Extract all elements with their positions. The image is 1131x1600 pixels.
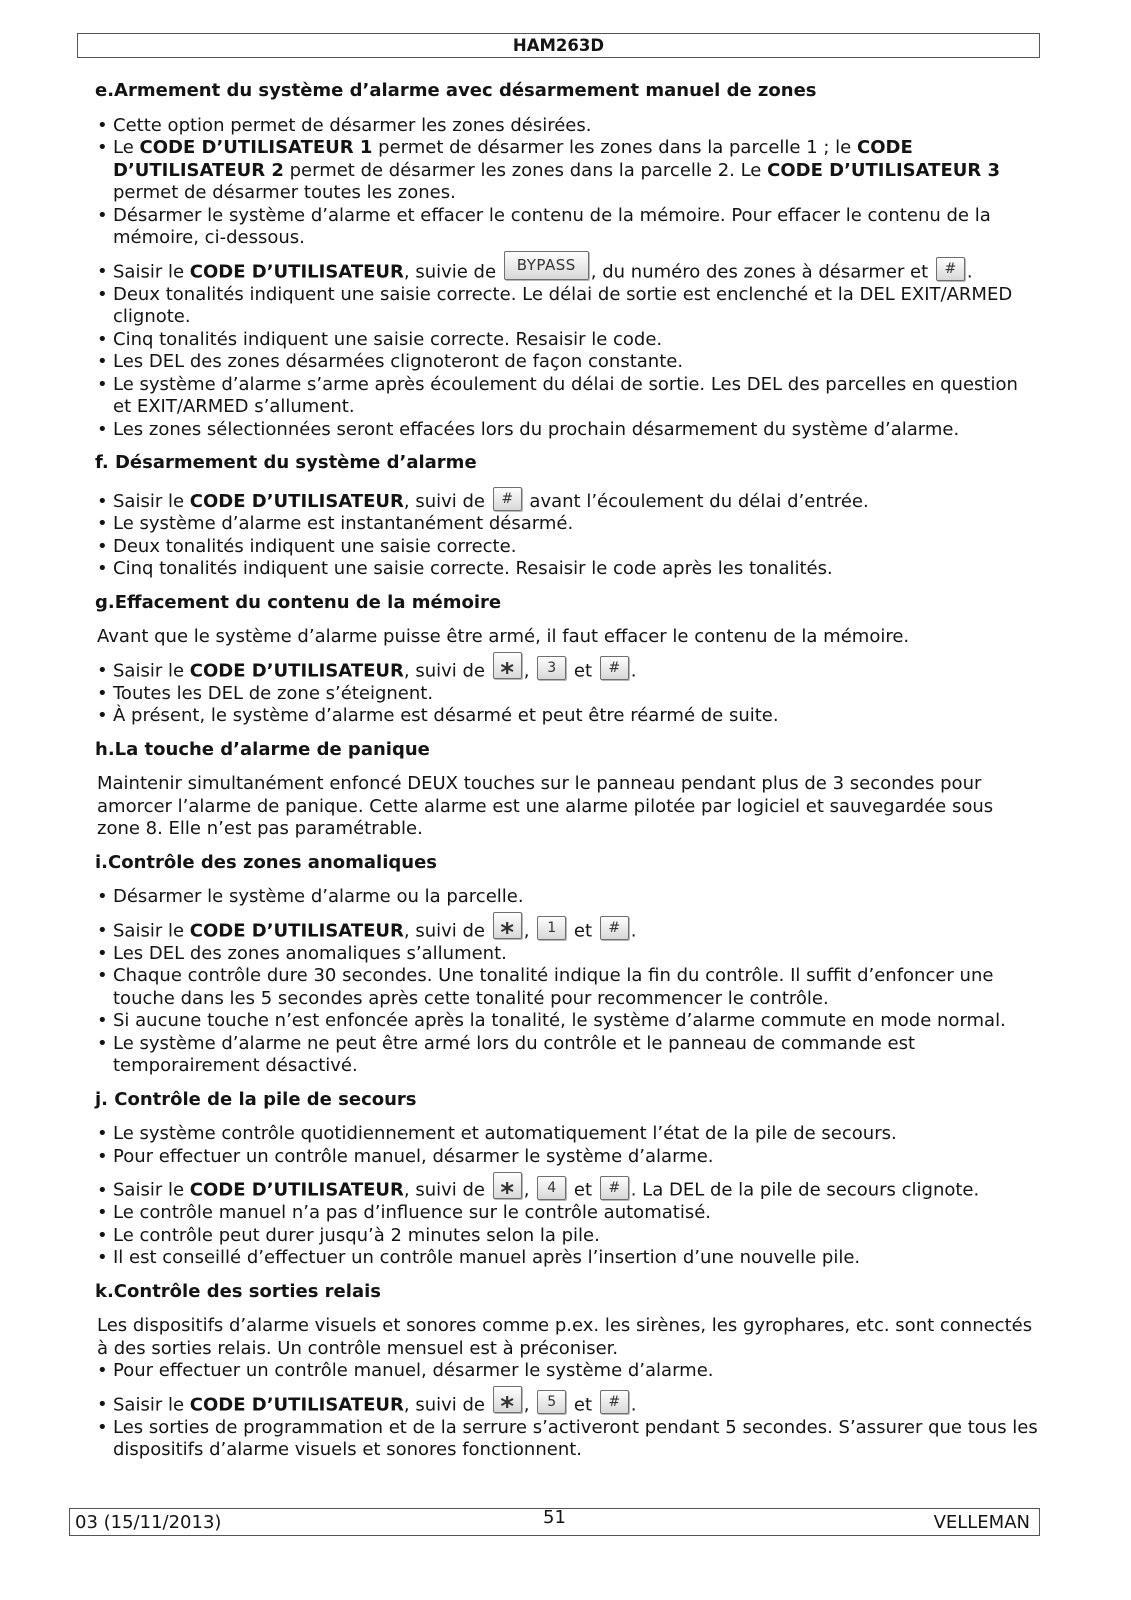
key-label: * (500, 1392, 514, 1414)
bullet-icon (97, 284, 113, 307)
text-run: Désarmer le système d’alarme ou la parcelle. (113, 886, 524, 908)
bullet-item (97, 1225, 1040, 1248)
bullet-item (97, 1123, 1040, 1146)
document-body (95, 80, 1040, 1462)
text-run: Toutes les DEL de zone s’éteignent. (113, 682, 434, 704)
bold-text: CODE D’UTILISATEUR (189, 1179, 404, 1201)
text-run: Chaque contrôle dure 30 secondes. Une tonalité indique la fin du contrôle. Il suffit d’enfoncer une touche dans les 5 secondes après cette tonalité pour recommencer le contrôle. (113, 965, 994, 1009)
text-run: Cette option permet de désarmer les zones désirées. (113, 114, 592, 136)
key-label: # (501, 490, 514, 507)
text-run: Le système d’alarme s’arme après écoulement du délai de sortie. Les DEL des parcelles en question et EXIT/ARMED s’allument. (113, 373, 1018, 418)
text-run: . (630, 660, 637, 682)
bullet-item (97, 1010, 1040, 1033)
bullet-item (97, 965, 1040, 1010)
star-key-icon (493, 912, 522, 939)
text-run: permet de désarmer les zones dans la parcelle 1 ; le (372, 137, 857, 158)
bullet-item (97, 558, 1040, 581)
key-label: # (944, 261, 957, 278)
text-run: et (568, 920, 598, 942)
bullet-item (97, 909, 1040, 943)
bullet-icon (97, 558, 113, 581)
bullet-icon (97, 419, 113, 442)
bullet-icon (97, 920, 113, 943)
text-run: , suivi de (403, 660, 491, 682)
page-header (77, 33, 1040, 58)
bullet-icon (97, 683, 113, 706)
brand-name: VELLEMAN (933, 1512, 1030, 1533)
text-run: Désarmer le système d’alarme et effacer le contenu de la mémoire. Pour effacer le contenu de la mémoire, ci-dessous. (113, 204, 991, 248)
bullet-icon (97, 1010, 113, 1033)
bold-text: CODE D’UTILISATEUR 2 (113, 137, 913, 181)
text-run: Le contrôle peut durer jusqu’à 2 minutes selon la pile. (113, 1224, 600, 1246)
text-run: Cinq tonalités indiquent une saisie correcte. Resaisir le code après les tonalités. (113, 558, 833, 580)
text-run: Il est conseillé d’effectuer un contrôle manuel après l’insertion d’une nouvelle pile. (113, 1247, 861, 1269)
key-label: * (500, 918, 514, 940)
section (95, 452, 1040, 581)
key-label: * (500, 658, 514, 680)
bullet-item (97, 284, 1040, 329)
bullet-item (97, 1360, 1040, 1383)
text-run: Le système contrôle quotidiennement et automatiquement l’état de la pile de secours. (113, 1123, 897, 1145)
key-label: 4 (547, 1179, 557, 1196)
bullet-item (97, 137, 1040, 205)
bullet-item (97, 1383, 1040, 1417)
text-run: . (966, 261, 973, 283)
page-footer (69, 1508, 1040, 1536)
text-run: permet de désarmer les zones dans la parcelle 2. Le (283, 159, 768, 181)
bullet-item (97, 1168, 1040, 1202)
text-run: Les sorties de programmation et de la serrure s’activeront pendant 5 secondes. S’assurer que tous les dispositifs d’alarme visuels et sonores fonctionnent. (113, 1416, 1038, 1461)
bullet-icon (97, 660, 113, 683)
bold-text: CODE D’UTILISATEUR (189, 261, 404, 283)
text-run: , suivie de (403, 261, 502, 283)
text-run: , (523, 660, 536, 682)
bullet-icon (97, 1247, 113, 1270)
bullet-item (97, 1146, 1040, 1169)
bullet-icon (97, 705, 113, 728)
bullet-icon (97, 1123, 113, 1146)
section-heading: h.La touche d’alarme de panique (95, 738, 430, 760)
text-run: Le système d’alarme est instantanément désarmé. (113, 513, 574, 535)
text-run: , du numéro des zones à désarmer et (590, 261, 934, 283)
text-run: Saisir le (113, 660, 190, 682)
text-run: Deux tonalités indiquent une saisie correcte. Le délai de sortie est enclenché et la DEL EXIT/ARMED clignote. (113, 283, 1013, 328)
hash-key-icon (600, 1176, 629, 1200)
key-label: 1 (547, 920, 557, 937)
bullet-item (97, 683, 1040, 706)
model-title: HAM263D (512, 36, 605, 55)
text-run: Pour effectuer un contrôle manuel, désarmer le système d’alarme. (113, 1360, 714, 1382)
bold-text: CODE D’UTILISATEUR (189, 1394, 404, 1416)
digit-3-key-icon (537, 656, 566, 680)
text-run: , (523, 1179, 536, 1201)
section-heading: f. Désarmement du système d’alarme (95, 452, 477, 474)
text-run: . La DEL de la pile de secours clignote. (630, 1179, 980, 1201)
bullet-item (97, 329, 1040, 352)
text-run: Les DEL des zones anomaliques s’allument. (113, 942, 507, 964)
key-label: 3 (547, 660, 557, 677)
bullet-item (97, 1417, 1040, 1462)
section-heading: j. Contrôle de la pile de secours (95, 1088, 417, 1110)
text-run: À présent, le système d’alarme est désarmé et peut être réarmé de suite. (113, 705, 779, 727)
text-run: et (568, 660, 598, 682)
bullet-icon (97, 491, 113, 514)
section (95, 80, 1040, 441)
bullet-item (97, 1247, 1040, 1270)
text-run: Cinq tonalités indiquent une saisie correcte. Resaisir le code. (113, 328, 663, 350)
bullet-icon (97, 965, 113, 988)
bullet-icon (97, 351, 113, 374)
text-run: , suivi de (403, 920, 491, 942)
bullet-icon (97, 943, 113, 966)
bold-text: CODE D’UTILISATEUR (189, 490, 404, 512)
hash-key-icon (936, 257, 965, 281)
text-run: Les dispositifs d’alarme visuels et sonores comme p.ex. les sirènes, les gyrophares, etc. sont connectés à des sorties relais. Un contrôle mensuel est à préconiser. (97, 1315, 1033, 1359)
bold-text: CODE D’UTILISATEUR (189, 660, 404, 682)
bullet-item (97, 250, 1040, 284)
key-label: # (608, 660, 621, 677)
text-run: , (523, 920, 536, 942)
bullet-item (97, 1202, 1040, 1225)
bullet-icon (97, 886, 113, 909)
text-run: Le système d’alarme ne peut être armé lors du contrôle et le panneau de commande est temporairement désactivé. (113, 1032, 916, 1077)
text-run: , suivi de (403, 1179, 491, 1201)
bullet-item (97, 205, 1040, 250)
bullet-icon (97, 1394, 113, 1417)
bold-text: CODE D’UTILISATEUR 3 (767, 159, 1001, 181)
digit-5-key-icon (537, 1390, 566, 1414)
bullet-icon (97, 329, 113, 352)
section-heading: i.Contrôle des zones anomaliques (95, 851, 437, 873)
bullet-icon (97, 1146, 113, 1169)
bullet-icon (97, 137, 113, 160)
bold-text: CODE D’UTILISATEUR (189, 920, 404, 942)
bullet-item (97, 115, 1040, 138)
key-label: # (608, 1179, 621, 1196)
bullet-icon (97, 1202, 113, 1225)
text-run: et (568, 1179, 598, 1201)
bullet-icon (97, 205, 113, 228)
page-number: 51 (543, 1507, 566, 1528)
bullet-icon (97, 115, 113, 138)
text-run: Saisir le (113, 1179, 190, 1201)
bullet-item (97, 943, 1040, 966)
bypass-key-icon (504, 251, 589, 280)
star-key-icon (493, 652, 522, 679)
text-run: , (523, 1394, 536, 1416)
text-run: et (568, 1394, 598, 1416)
bullet-icon (97, 1417, 113, 1440)
bullet-icon (97, 1033, 113, 1056)
key-label: 5 (547, 1394, 557, 1411)
section (95, 739, 1040, 841)
text-run: Le contrôle manuel n’a pas d’influence sur le contrôle automatisé. (113, 1202, 711, 1224)
bullet-item (97, 1033, 1040, 1078)
text-run: Saisir le (113, 1394, 190, 1416)
paragraph (97, 1315, 1040, 1360)
bullet-item (97, 351, 1040, 374)
hash-key-icon (493, 487, 522, 511)
bullet-icon (97, 1225, 113, 1248)
bold-text: CODE D’UTILISATEUR 1 (139, 137, 373, 158)
bullet-icon (97, 1360, 113, 1383)
key-label: * (500, 1177, 514, 1199)
section-heading: g.Effacement du contenu de la mémoire (95, 591, 502, 613)
hash-key-icon (600, 916, 629, 940)
section (95, 1281, 1040, 1462)
bullet-icon (97, 513, 113, 536)
section (95, 852, 1040, 1078)
bullet-item (97, 419, 1040, 442)
star-key-icon (493, 1172, 522, 1199)
bullet-item (97, 649, 1040, 683)
digit-4-key-icon (537, 1176, 566, 1200)
key-label: # (608, 1394, 621, 1411)
text-run: Si aucune touche n’est enfoncée après la tonalité, le système d’alarme commute en mode normal. (113, 1010, 1006, 1032)
bullet-item (97, 487, 1040, 514)
revision-date: 03 (15/11/2013) (75, 1512, 222, 1533)
text-run: , suivi de (403, 1394, 491, 1416)
star-key-icon (493, 1386, 522, 1413)
section-heading: e.Armement du système d’alarme avec désarmement manuel de zones (95, 80, 817, 101)
bullet-item (97, 886, 1040, 909)
text-run: Avant que le système d’alarme puisse être armé, il faut effacer le contenu de la mémoire. (97, 626, 910, 648)
bullet-icon (97, 261, 113, 284)
text-run: Les DEL des zones désarmées clignoteront de façon constante. (113, 351, 684, 373)
text-run: Saisir le (113, 261, 190, 283)
text-run: Le (113, 137, 140, 158)
bullet-icon (97, 1180, 113, 1203)
text-run: Saisir le (113, 490, 190, 512)
text-run: . (630, 920, 637, 942)
text-run: avant l’écoulement du délai d’entrée. (523, 490, 869, 512)
hash-key-icon (600, 656, 629, 680)
bullet-item (97, 513, 1040, 536)
text-run: Maintenir simultanément enfoncé DEUX touches sur le panneau pendant plus de 3 secondes pour amorcer l’alarme de panique. Cette alarme est une alarme pilotée par logiciel et sauvegardée sous zone 8. Elle n’est pas paramétrable. (97, 773, 994, 840)
text-run: . (630, 1394, 637, 1416)
text-run: permet de désarmer toutes les zones. (113, 182, 456, 203)
paragraph (97, 626, 1040, 649)
section-heading: k.Contrôle des sorties relais (95, 1280, 381, 1302)
hash-key-icon (600, 1390, 629, 1414)
bullet-icon (97, 374, 113, 397)
key-label: BYPASS (516, 256, 576, 275)
bullet-item (97, 705, 1040, 728)
text-run: , suivi de (403, 490, 491, 512)
bullet-item (97, 374, 1040, 419)
section (95, 1089, 1040, 1270)
text-run: Pour effectuer un contrôle manuel, désarmer le système d’alarme. (113, 1145, 714, 1167)
bullet-item (97, 536, 1040, 559)
text-run: Les zones sélectionnées seront effacées lors du prochain désarmement du système d’alarme. (113, 418, 960, 440)
bullet-icon (97, 536, 113, 559)
section (95, 592, 1040, 728)
paragraph (97, 773, 1040, 841)
key-label: # (608, 920, 621, 937)
text-run: Saisir le (113, 920, 190, 942)
text-run: Deux tonalités indiquent une saisie correcte. (113, 535, 517, 557)
digit-1-key-icon (537, 916, 566, 940)
